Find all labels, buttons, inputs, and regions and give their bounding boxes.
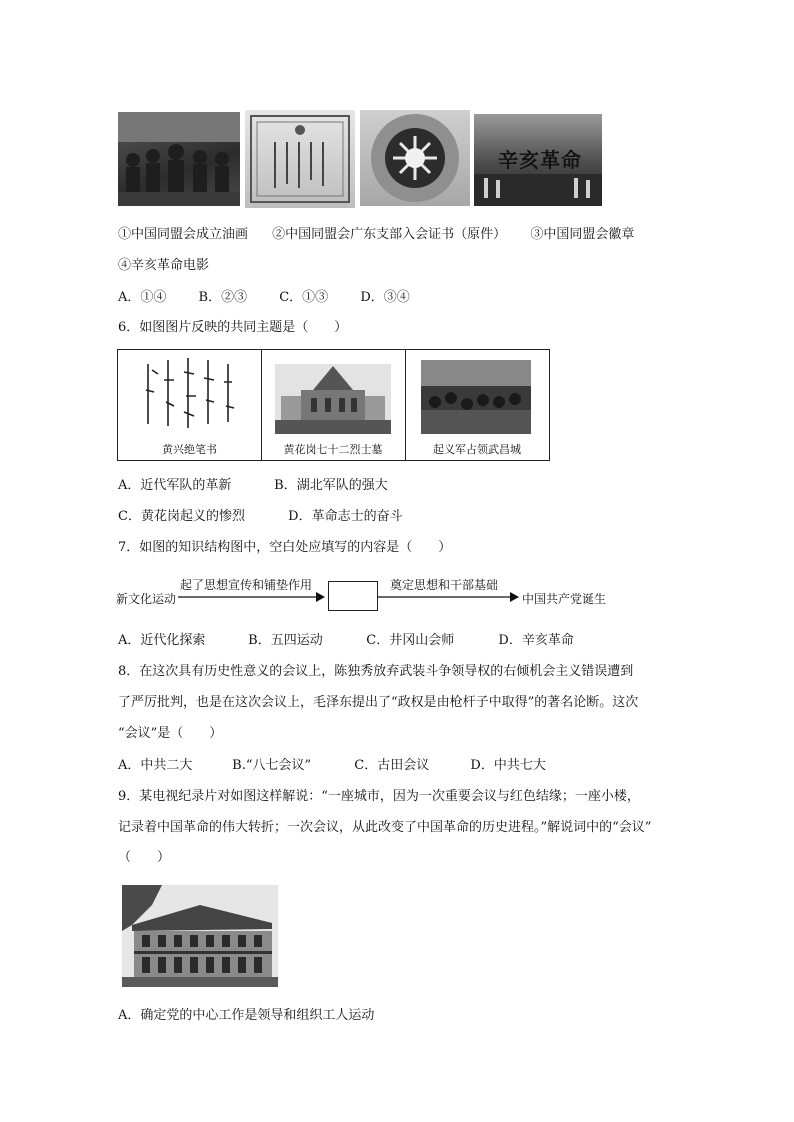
q5-label-2: ②中国同盟会广东支部入会证书（原件）	[272, 227, 507, 242]
q5-option-a[interactable]: A．①④	[118, 290, 167, 305]
q6-stem: 6．如图图片反映的共同主题是（ ）	[118, 320, 348, 335]
q5-option-b[interactable]: B．②③	[198, 290, 248, 305]
painting-figures-graphic	[118, 112, 240, 206]
q5-options	[118, 288, 438, 308]
q6-option-c[interactable]: C．黄花岗起义的惨烈	[118, 509, 245, 524]
q9-option-a[interactable]: A．确定党的中心工作是领导和组织工人运动	[118, 1008, 375, 1023]
q9-line-3: （ ）	[118, 850, 171, 865]
building-graphic	[122, 885, 278, 987]
q8-option-b[interactable]: B.“八七会议”	[232, 758, 312, 773]
q6-caption-3: 起义军占领武昌城	[433, 443, 521, 456]
q7-option-c[interactable]: C．井冈山会师	[366, 633, 455, 648]
q6-options-row2	[118, 507, 403, 527]
photo-1911-revolution-movie-poster	[474, 114, 602, 206]
q6-cell-2	[261, 350, 406, 460]
q7-arrow1-label: 起了思想宣传和铺垫作用	[180, 578, 313, 592]
q9-line-2: 记录着中国革命的伟大转折；一次会议，从此改变了中国革命的历史进程。”解说词中的“会议”	[118, 820, 652, 835]
q8-line-1: 8．在这次具有历史性意义的会议上，陈独秀放弃武装斗争领导权的右倾机会主义错误遭到	[118, 664, 634, 679]
q6-caption-2: 黄花岗七十二烈士墓	[283, 443, 383, 456]
q5-label-3: ③中国同盟会徽章	[530, 227, 635, 242]
q7-stem: 7．如图的知识结构图中，空白处应填写的内容是（ ）	[118, 540, 452, 555]
q5-labels-row	[118, 225, 634, 245]
q7-arrow1	[178, 590, 326, 604]
q9-line-1: 9．某电视纪录片对如图这样解说：“一座城市，因为一次重要会议与红色结缘；一座小楼，	[118, 789, 640, 804]
q6-option-a[interactable]: A．近代军队的革新	[118, 478, 232, 493]
q6-image-table	[117, 349, 550, 461]
q6-options-row1	[118, 476, 388, 496]
photo-tongmenghui-badge	[360, 110, 470, 206]
q6-cell-3	[405, 350, 549, 460]
q7-options	[118, 631, 574, 651]
q8-line-3: “会议”是（ ）	[118, 726, 223, 741]
q5-label-1: ①中国同盟会成立油画	[118, 227, 249, 242]
q7-option-a[interactable]: A．近代化探索	[118, 633, 206, 648]
q8-options	[118, 756, 546, 776]
q7-left-node: 新文化运动	[116, 592, 177, 606]
q5-option-d[interactable]: D．③④	[360, 290, 410, 305]
handwritten-letter-graphic	[118, 350, 261, 440]
photo-membership-certificate	[245, 110, 355, 208]
q6-option-b[interactable]: B．湖北军队的强大	[274, 478, 388, 493]
q5-label-4: ④辛亥革命电影	[118, 258, 210, 273]
q7-arrow2-label: 奠定思想和干部基础	[390, 578, 499, 592]
q7-right-node: 中国共产党诞生	[522, 592, 607, 606]
q7-arrow2	[378, 590, 520, 604]
certificate-graphic	[245, 110, 355, 208]
q7-diagram	[116, 576, 616, 616]
q7-option-b[interactable]: B．五四运动	[248, 633, 323, 648]
q6-option-d[interactable]: D．革命志士的奋斗	[288, 509, 403, 524]
q8-option-c[interactable]: C．古田会议	[354, 758, 430, 773]
photo-tongmenghui-founding-painting	[118, 112, 240, 206]
photo-zunyi-conference-building	[122, 885, 278, 987]
q8-option-a[interactable]: A．中共二大	[118, 758, 193, 773]
q8-option-d[interactable]: D．中共七大	[470, 758, 546, 773]
wuchang-uprising-graphic	[405, 350, 549, 440]
movie-title-text: 辛亥革命	[498, 148, 582, 172]
q7-option-d[interactable]: D．辛亥革命	[498, 633, 574, 648]
martyrs-tomb-graphic	[261, 350, 405, 440]
q6-caption-1: 黄兴绝笔书	[162, 443, 217, 456]
q8-line-2: 了严厉批判，也是在这次会议上，毛泽东提出了“政权是由枪杆子中取得”的著名论断。这次	[118, 695, 639, 710]
q7-blank-box	[328, 581, 378, 611]
q6-cell-1	[118, 350, 262, 460]
q5-option-c[interactable]: C．①③	[279, 290, 329, 305]
badge-graphic	[360, 110, 470, 206]
